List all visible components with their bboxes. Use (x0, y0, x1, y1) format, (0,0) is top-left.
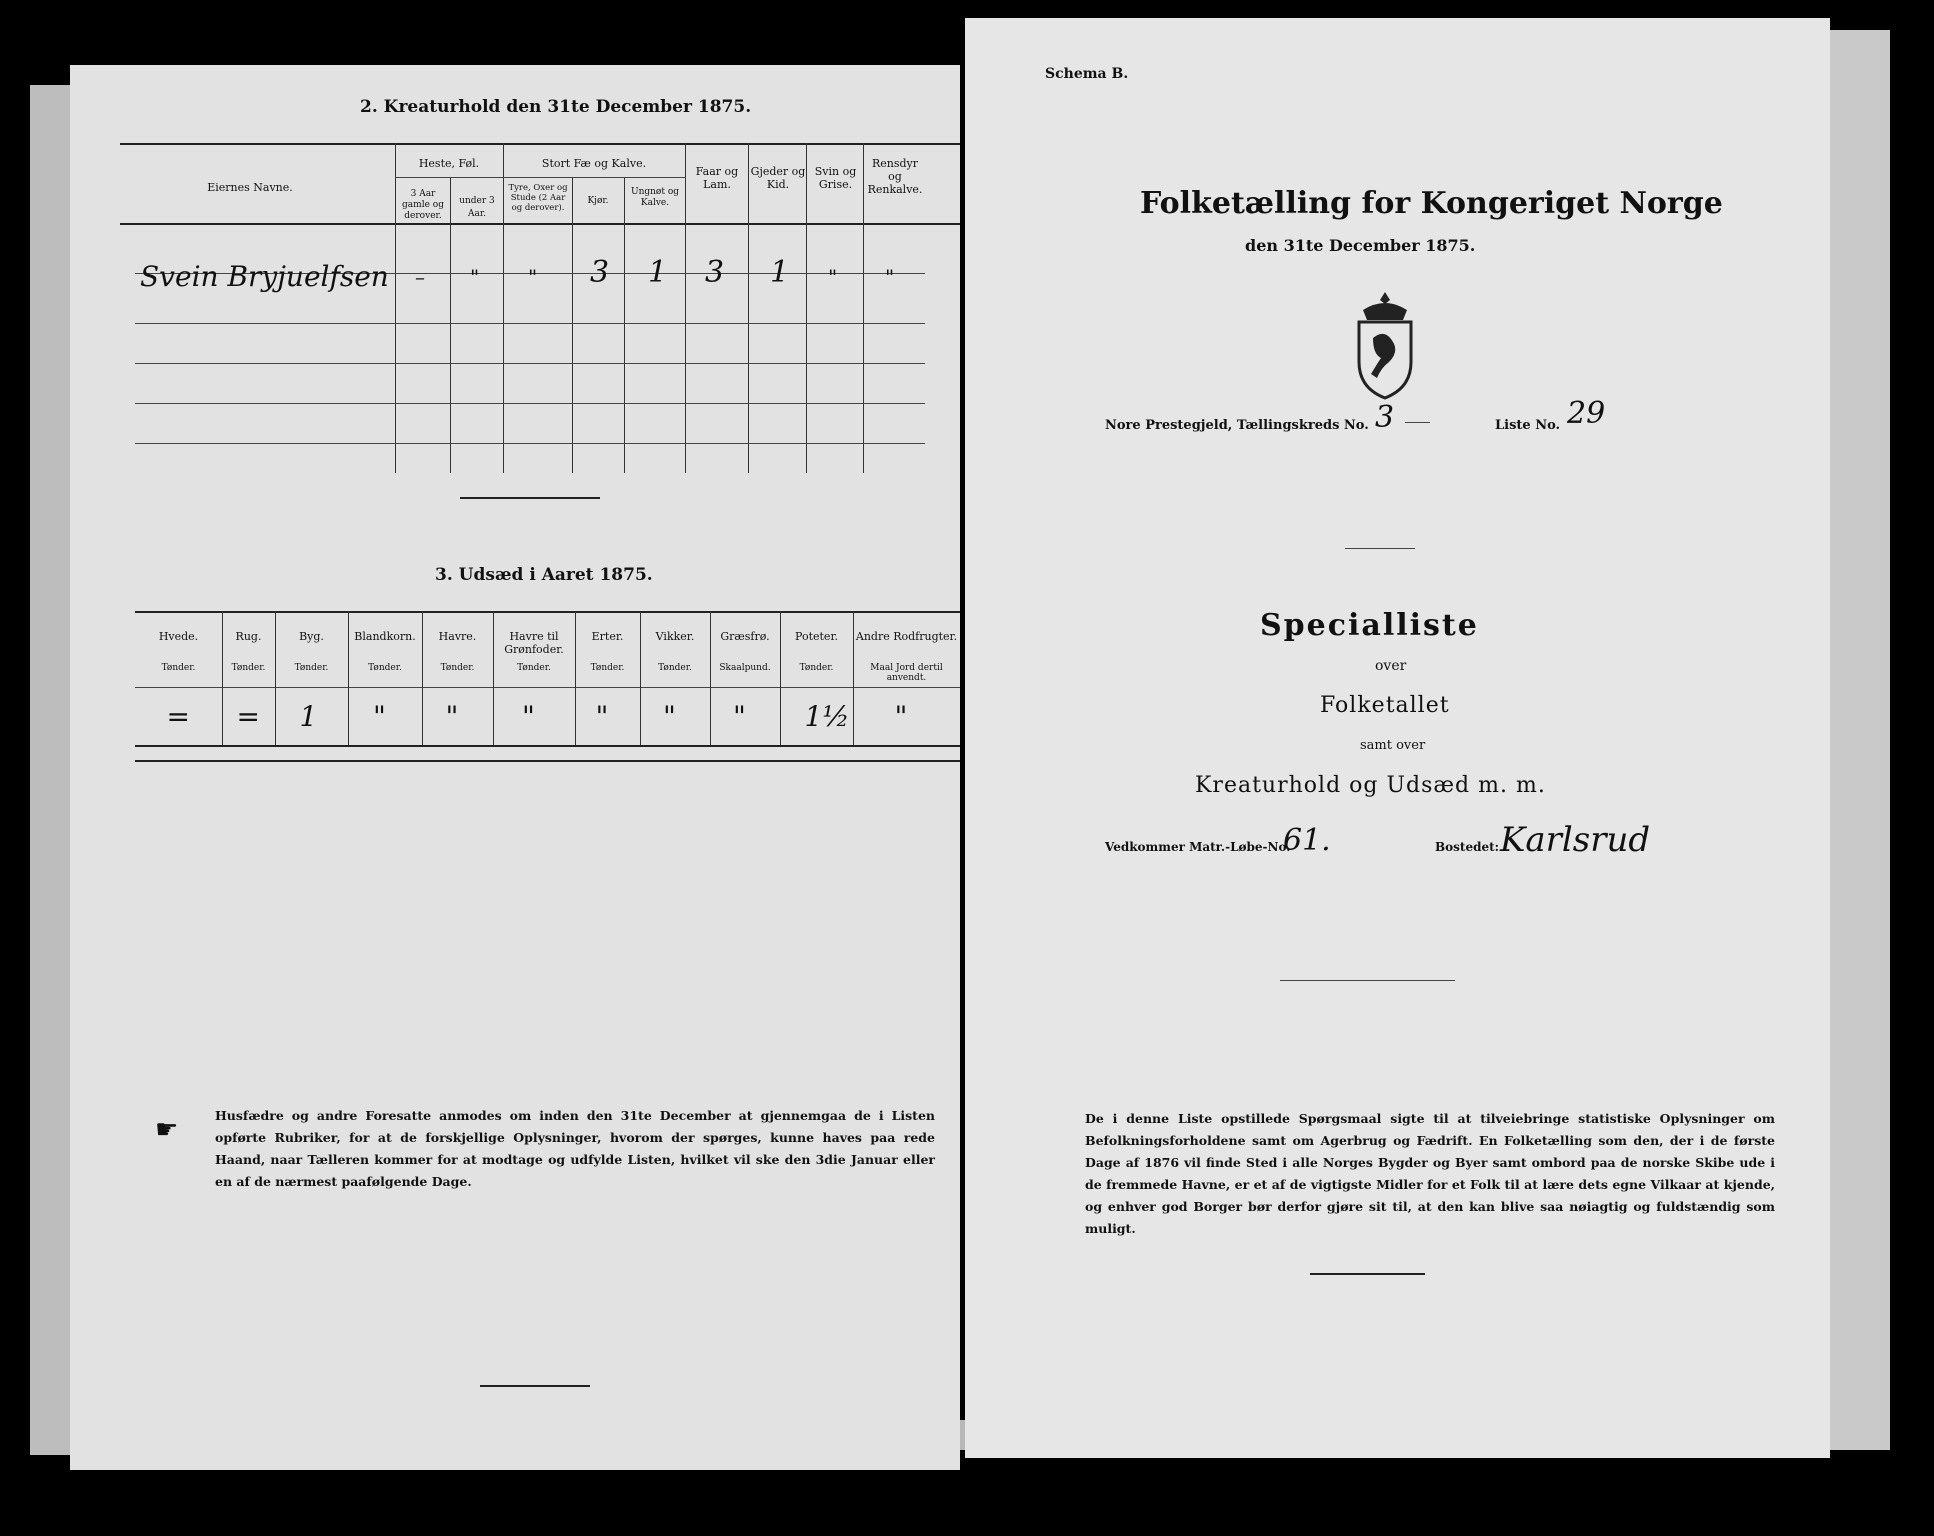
table-rule (120, 223, 960, 225)
specialliste-heading: Specialliste (1260, 608, 1479, 643)
owner-header: Eiernes Navne. (207, 181, 293, 194)
section3-title: 3. Udsæd i Aaret 1875. (435, 565, 653, 585)
page-edge-right (1830, 30, 1890, 1450)
cattle-sub3: Ungnøt og Kalve. (630, 187, 679, 208)
cattle-sub1: Tyre, Oxer og Stude (2 Aar og derover). (508, 183, 568, 213)
over-text: over (1375, 658, 1407, 674)
census-title: Folketælling for Kongeriget Norge (1140, 186, 1723, 221)
seed-header: Havre. (438, 630, 477, 643)
cell-pigs: " (828, 265, 838, 289)
seed-value: 1½ (804, 700, 850, 733)
seed-value: " (373, 700, 386, 733)
col-divider (685, 143, 686, 473)
seed-unit: Tønder. (440, 663, 475, 673)
parish-label: Nore Prestegjeld, Tællingskreds No. (1105, 418, 1369, 433)
divider (460, 497, 600, 499)
row-rule (135, 323, 925, 324)
col-divider (624, 177, 625, 473)
sheep-header: Faar og Lam. (695, 165, 739, 191)
col-divider (806, 143, 807, 473)
cell-horses-old: – (415, 265, 425, 289)
divider (1310, 1273, 1425, 1275)
col-divider (863, 143, 864, 473)
reindeer-header: Rensdyr og Renkalve. (867, 157, 923, 196)
col-divider (395, 143, 396, 473)
fill-line (1405, 422, 1430, 423)
row-rule (135, 403, 925, 404)
table-rule (135, 745, 960, 747)
goats-header: Gjeder og Kid. (750, 165, 806, 191)
seed-unit: Maal Jord dertil anvendt. (870, 663, 943, 683)
seed-value: = (166, 700, 190, 733)
page-edge-left (30, 85, 70, 1455)
cell-cattle-young: 1 (648, 255, 668, 290)
col-divider (748, 143, 749, 473)
seed-unit: Tønder. (368, 663, 402, 673)
seed-header: Græsfrø. (720, 630, 770, 643)
table-rule (135, 687, 960, 688)
seed-unit: Tønder. (231, 663, 266, 673)
seed-header: Erter. (591, 630, 624, 643)
cell-cattle-cows: 3 (590, 255, 610, 290)
folketallet-text: Folketallet (1320, 693, 1450, 718)
pointing-hand-icon: ☛ (155, 1115, 179, 1145)
seed-value: = (236, 700, 260, 733)
right-page (965, 18, 1830, 1458)
seed-value: 1 (299, 700, 318, 733)
seed-header: Byg. (299, 630, 324, 643)
seed-header: Rug. (235, 630, 262, 643)
seed-header: Blandkorn. (354, 630, 416, 643)
seed-unit: Tønder. (658, 663, 692, 673)
cell-sheep: 3 (705, 255, 725, 290)
horses-header: Heste, Føl. (418, 157, 480, 170)
cell-horses-young: " (470, 265, 480, 289)
seed-value: " (733, 700, 746, 733)
seed-value: " (595, 700, 609, 733)
seed-value: " (522, 700, 535, 733)
horses-sub1: 3 Aar gamle og derover. (402, 189, 444, 221)
seed-unit: Tønder. (517, 663, 551, 673)
district-number: 3 (1375, 400, 1395, 435)
table-rule (120, 143, 960, 145)
notice-text: Husfædre og andre Foresatte anmodes om inden den 31te December at gjennemgaa de i Listen opførte Rubriker, for at de forskjellige Oplysninger, hvorom der spørges, kunne haves paa rede Haand, naar Tælleren kommer for at modtage og udfylde Listen, hvilket vil ske den 3die Januar eller en af de nærmest paafølgende Dage. (215, 1108, 935, 1189)
seed-value: " (663, 700, 676, 733)
coat-of-arms-icon (1345, 288, 1425, 403)
seed-value: " (894, 700, 908, 733)
list-number: 29 (1567, 396, 1606, 431)
seed-unit: Skaalpund. (719, 663, 771, 673)
table-rule (135, 611, 960, 613)
seed-header: Havre til Grønfoder. (504, 630, 564, 656)
table-rule (135, 760, 960, 762)
row-rule (135, 443, 925, 444)
divider (1345, 548, 1415, 549)
cell-cattle-bulls: " (528, 265, 538, 289)
seed-header: Vikker. (655, 630, 695, 643)
horses-sub2: under 3 Aar. (459, 196, 495, 219)
section2-title: 2. Kreaturhold den 31te December 1875. (360, 97, 752, 117)
col-divider (572, 177, 573, 473)
seed-header: Hvede. (158, 630, 199, 643)
col-divider (450, 177, 451, 473)
cattle-sub2: Kjør. (587, 196, 609, 206)
matr-label: Vedkommer Matr.-Løbe-No. (1105, 840, 1291, 854)
seed-value: " (445, 700, 459, 733)
row-rule (135, 363, 925, 364)
left-page (70, 65, 960, 1470)
col-divider (503, 143, 504, 473)
seed-unit: Tønder. (294, 663, 329, 673)
seed-unit: Tønder. (590, 663, 625, 673)
bosted-label: Bostedet: (1435, 840, 1500, 854)
schema-label: Schema B. (1045, 66, 1129, 82)
cattle-header: Stort Fæ og Kalve. (541, 157, 647, 170)
cell-goats: 1 (770, 255, 790, 290)
owner-name: Svein Bryjuelfsen (140, 260, 389, 293)
seed-unit: Tønder. (799, 663, 834, 673)
matr-number: 61. (1283, 823, 1331, 858)
subheader-rule (395, 177, 685, 178)
seed-header: Andre Rodfrugter. (855, 630, 958, 643)
seed-unit: Tønder. (161, 663, 196, 673)
divider (480, 1385, 590, 1387)
pigs-header: Svin og Grise. (814, 165, 857, 191)
seed-header: Poteter. (795, 630, 838, 643)
notice-text: De i denne Liste opstillede Spørgsmaal sigte til at tilveiebringe statistiske Oplysninger om Befolkningsforholdene samt om Agerbrug og Fædrift. En Folketælling som den, der i de første Dage af 1876 vil finde Sted i alle Norges Bygder og Byer samt ombord paa de norske Skibe ude i de fremmede Havne, er et af de vigtigste Midler for et Folk til at lære dets egne Vilkaar at kjende, og enhver god Borger bør derfor gjøre sit til, at den kan blive saa nøiagtig og fuldstændig som muligt. (1085, 1111, 1775, 1236)
cell-reindeer: " (885, 265, 895, 289)
kreaturhold-text: Kreaturhold og Udsæd m. m. (1195, 773, 1546, 798)
census-date: den 31te December 1875. (1245, 236, 1476, 255)
divider (1280, 980, 1455, 981)
list-label: Liste No. (1495, 418, 1561, 433)
samt-over-text: samt over (1360, 738, 1426, 753)
bosted-value: Karlsrud (1500, 820, 1651, 860)
